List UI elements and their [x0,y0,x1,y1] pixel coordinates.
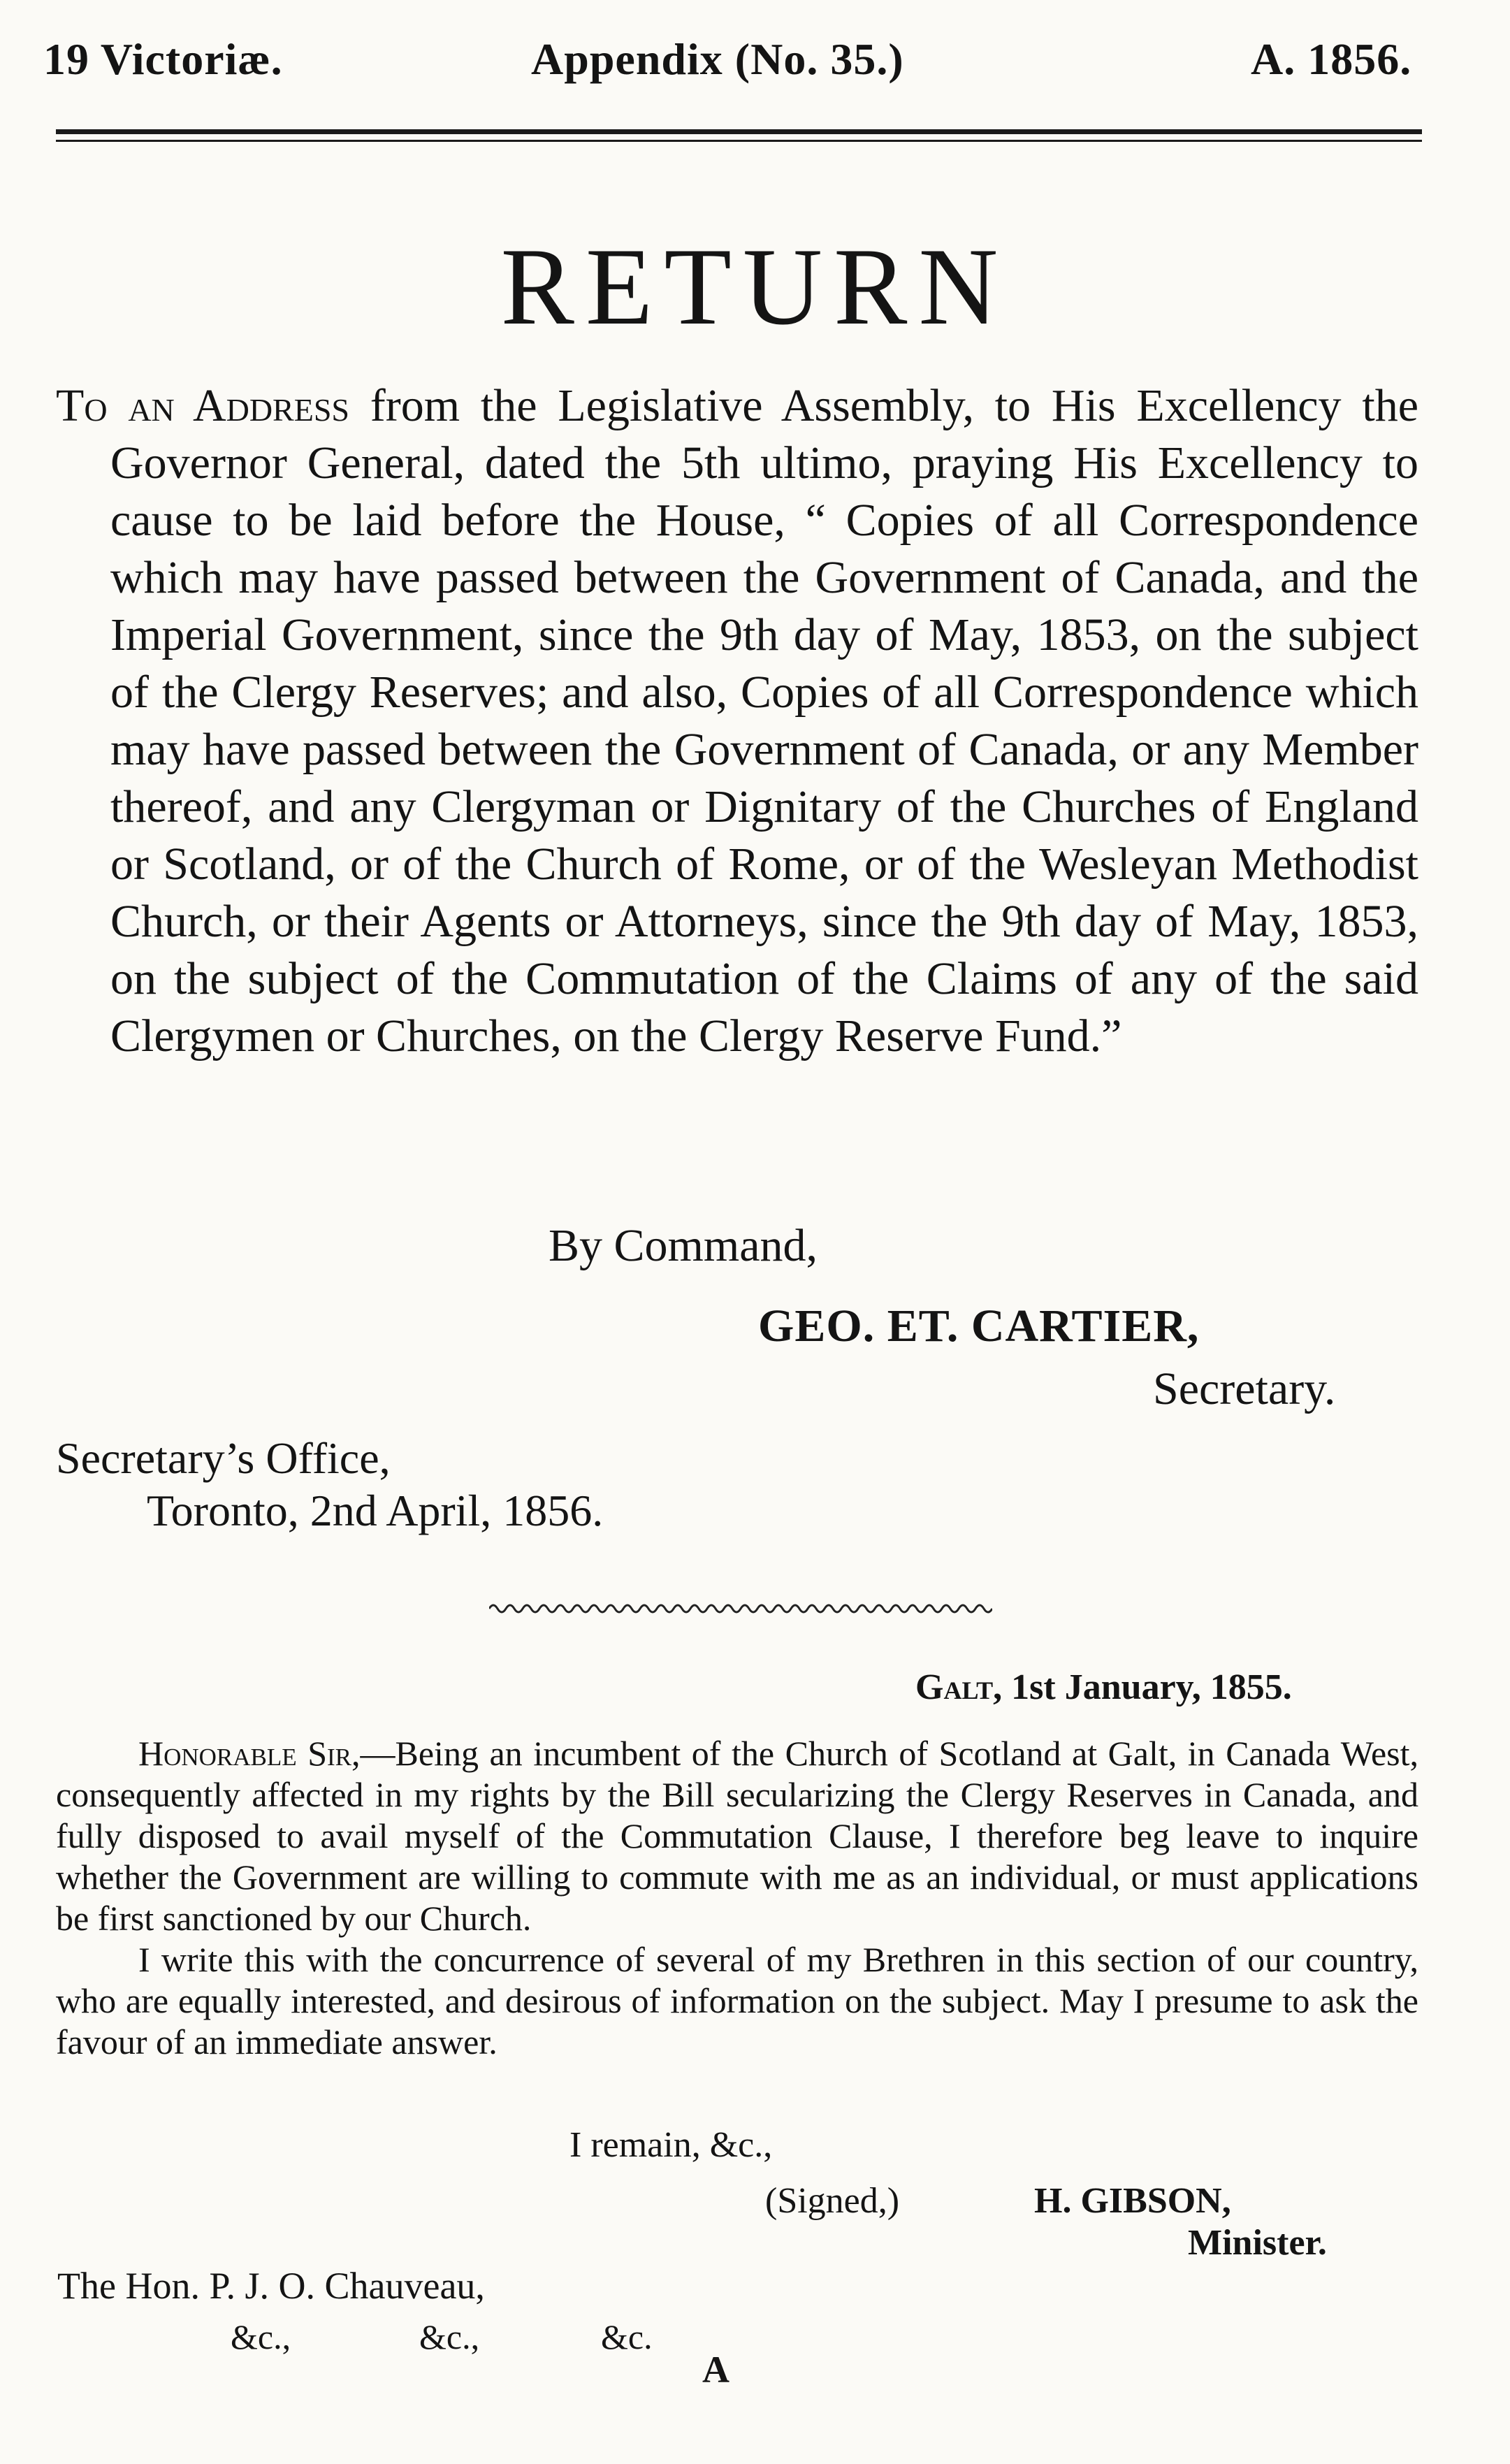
header-session: 19 Victoriæ. [43,34,283,84]
signed-label: (Signed,) [765,2181,900,2221]
address-paragraph [56,377,1418,1065]
letter-paragraph-1: —Being an incumbent of the Church of Scotland at Galt, in Canada West, consequently affected in my rights by the Bill secularizing the Clergy Reserves in Canada, and fully disposed to avail myself of the Commutation Clause, I therefore beg leave to inquire whether the Government are willing to commute with me as an individual, or must applications be first sanctioned by our Church. [56,1734,1419,1938]
etc-2: &c., [419,2317,480,2356]
letter-addressee: The Hon. P. J. O. Chauveau, [57,2265,485,2307]
header-appendix: Appendix (No. 35.) [531,34,904,84]
letter-closing: I remain, &c., [569,2125,773,2165]
etc-1: &c., [231,2317,291,2356]
address-lead: To an Address [56,380,349,431]
address-text: from the Legislative Assembly, to His Excellency the Governor General, dated the 5th ultimo, praying His Excellency to cause to be laid before the House, “ Copies of all Correspondence which may have passed between the Government of Canada, and the Imperial Government, since the 9th day of May, 1853, on the subject of the Clergy Reserves; and also, Copies of all Correspondence which may have passed between the Government of Canada, or any Member thereof, and any Clergyman or Dignitary of the Churches of England or Scotland, or of the Church of Rome, or of the Wesleyan Methodist Church, or their Agents or Attorneys, since the 9th day of May, 1853, on the subject of the Commutation of the Claims of any of the said Clergymen or Churches, on the Clergy Reserve Fund.” [110,380,1418,1061]
letter-signer-title: Minister. [1188,2223,1327,2263]
office-place-date: Toronto, 2nd April, 1856. [147,1486,604,1535]
letter-dateline [915,1667,1292,1708]
letter-date: 1st January, 1855. [1002,1667,1292,1707]
etc-3: &c. [601,2317,653,2356]
signatory-title: Secretary. [1153,1363,1336,1414]
document-title: RETURN [500,226,1010,348]
letter-place: Galt, [915,1667,1003,1707]
by-command: By Command, [549,1220,818,1271]
letter-signer: H. GIBSON, [1034,2181,1231,2221]
letter-body [56,1733,1418,2063]
office-line: Secretary’s Office, [56,1433,391,1483]
wavy-divider [489,1600,992,1617]
header-rule-thin [56,140,1422,142]
letter-paragraph-2: I write this with the concurrence of several of my Brethren in this section of our country, who are equally interested, and desirous of information on the subject. May I presume to ask the favour of an immediate answer. [56,1940,1418,2061]
letter-salutation: Honorable Sir, [138,1734,361,1773]
header-year: A. 1856. [1251,34,1412,84]
signatory-name: GEO. ET. CARTIER, [758,1300,1200,1351]
header-rule-thick [56,129,1422,134]
signature-mark: A [702,2349,729,2391]
